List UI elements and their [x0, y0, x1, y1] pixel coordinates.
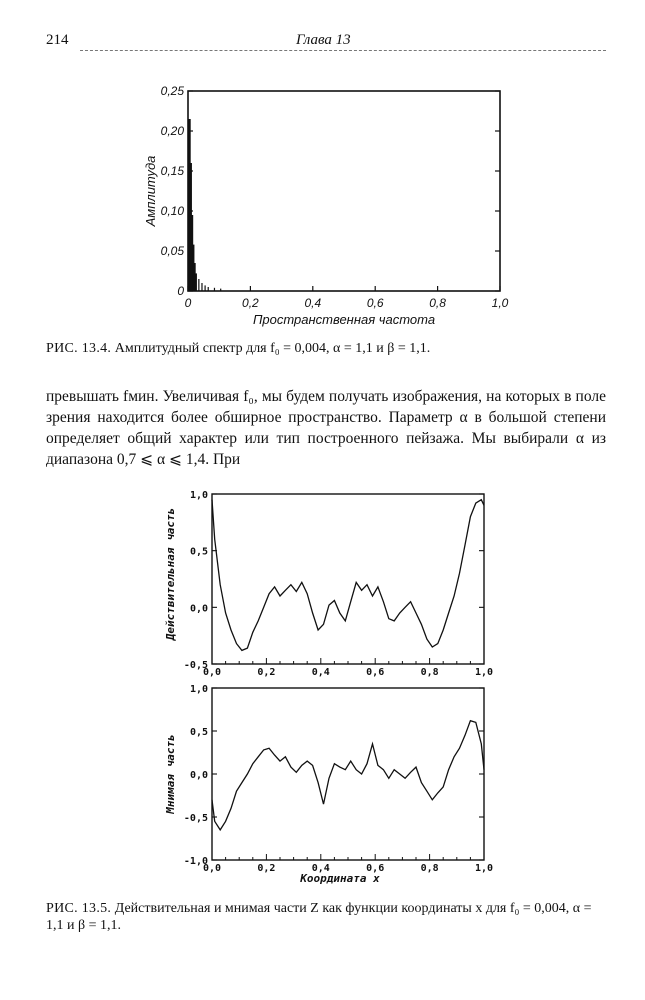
- f2b-y-tick-label: -1,0: [183, 856, 208, 867]
- figure-caption-13-4: [46, 340, 606, 357]
- f2b-ticks: [212, 688, 484, 860]
- f2b-y-tick-label: 0,0: [189, 770, 208, 781]
- f1-x-tick-label: 0,4: [304, 296, 322, 310]
- f1-y-tick-label: 0,05: [160, 244, 184, 258]
- f2a-x-tick-label: 0,0: [202, 667, 222, 678]
- f2a-x-tick-labels: [203, 667, 493, 678]
- header-rule: [80, 50, 606, 51]
- figure-amplitude-spectrum: [0, 76, 645, 336]
- f1-ticks: [188, 91, 500, 291]
- f2b-x-tick-label: 0,2: [257, 863, 276, 874]
- f2a-plot-frame: [212, 494, 484, 664]
- f1-y-tick-label: 0,10: [160, 204, 184, 218]
- page-header: [46, 30, 606, 54]
- f2b-x-tick-label: 0,8: [420, 863, 439, 874]
- f2b-x-tick-label: 0,6: [366, 863, 385, 874]
- f1-x-tick-label: 0,6: [366, 296, 384, 310]
- paragraph: превышать fмин. Увеличивая f₀, мы будем получать изображения, на которых в поле зрения находится более обширное пространство. Параметр α в большой степени определяет общий характер или тип построенного пейзажа. Мы выбирали α из диапазона 0,7 ⩽ α ⩽ 1,4. При: [46, 388, 606, 468]
- f2a-x-tick-label: 0,6: [366, 667, 385, 678]
- f2b-y-axis-label: Мнимая часть: [164, 734, 177, 814]
- f1-y-tick-labels: [161, 84, 185, 298]
- f1-y-axis-label: Амплитуда: [143, 155, 158, 227]
- caption-text: Действительная и мнимая части Z как функции координаты x для f₀ = 0,004, α = 1,1 и β = 1,1.: [46, 901, 592, 933]
- f2a-ticks: [212, 494, 484, 664]
- f2a-x-tick-label: 1,0: [474, 667, 494, 678]
- f1-x-tick-label: 1,0: [491, 296, 509, 310]
- f1-y-tick-label: 0,15: [160, 164, 184, 178]
- f2a-x-tick-label: 0,8: [420, 667, 439, 678]
- f2a-x-tick-label: 0,4: [311, 667, 330, 678]
- f1-y-tick-label: 0,25: [160, 84, 184, 98]
- f2b-y-tick-label: -0,5: [183, 813, 208, 824]
- f1-x-tick-label: 0: [184, 296, 192, 310]
- f2a-x-tick-label: 0,2: [257, 667, 276, 678]
- caption-label: РИС. 13.5.: [46, 901, 112, 916]
- f1-x-axis-label: Пространственная частота: [252, 312, 436, 327]
- f2b-x-tick-label: 1,0: [474, 863, 494, 874]
- f2b-plot-frame: [212, 688, 484, 860]
- f2a-y-tick-label: 1,0: [189, 490, 208, 501]
- body-text: [46, 386, 606, 470]
- f1-x-tick-labels: [185, 296, 509, 310]
- imag-part-series-line: [212, 721, 484, 830]
- f2b-y-tick-label: 1,0: [189, 684, 208, 695]
- figure-real-imag-parts: [0, 480, 645, 890]
- f2a-y-tick-labels: [184, 490, 208, 671]
- f2a-y-axis-label: Действительная часть: [164, 507, 177, 641]
- f1-x-tick-label: 0,2: [242, 296, 259, 310]
- f2b-x-tick-label: 0,0: [202, 863, 222, 874]
- f2b-y-tick-label: 0,5: [189, 727, 208, 738]
- f1-y-tick-label: 0: [177, 284, 184, 298]
- caption-text: Амплитудный спектр для f₀ = 0,004, α = 1,1 и β = 1,1.: [114, 341, 431, 356]
- f2b-x-tick-label: 0,4: [311, 863, 330, 874]
- f1-bars: [190, 119, 221, 291]
- real-part-series-line: [212, 500, 484, 651]
- figure-caption-13-5: [46, 900, 606, 934]
- f1-y-tick-label: 0,20: [160, 124, 184, 138]
- f2a-y-tick-label: 0,0: [189, 603, 208, 615]
- f2a-y-tick-label: 0,5: [189, 546, 208, 558]
- f2a-y-tick-label: -0,5: [183, 660, 208, 671]
- f2b-y-tick-labels: [184, 684, 208, 867]
- caption-label: РИС. 13.4.: [46, 341, 112, 356]
- page-number: 214: [46, 32, 69, 48]
- f1-plot-frame: [188, 91, 500, 291]
- running-title: Глава 13: [296, 32, 351, 48]
- f2-x-axis-label: Координата x: [300, 872, 380, 885]
- f1-x-tick-label: 0,8: [429, 296, 446, 310]
